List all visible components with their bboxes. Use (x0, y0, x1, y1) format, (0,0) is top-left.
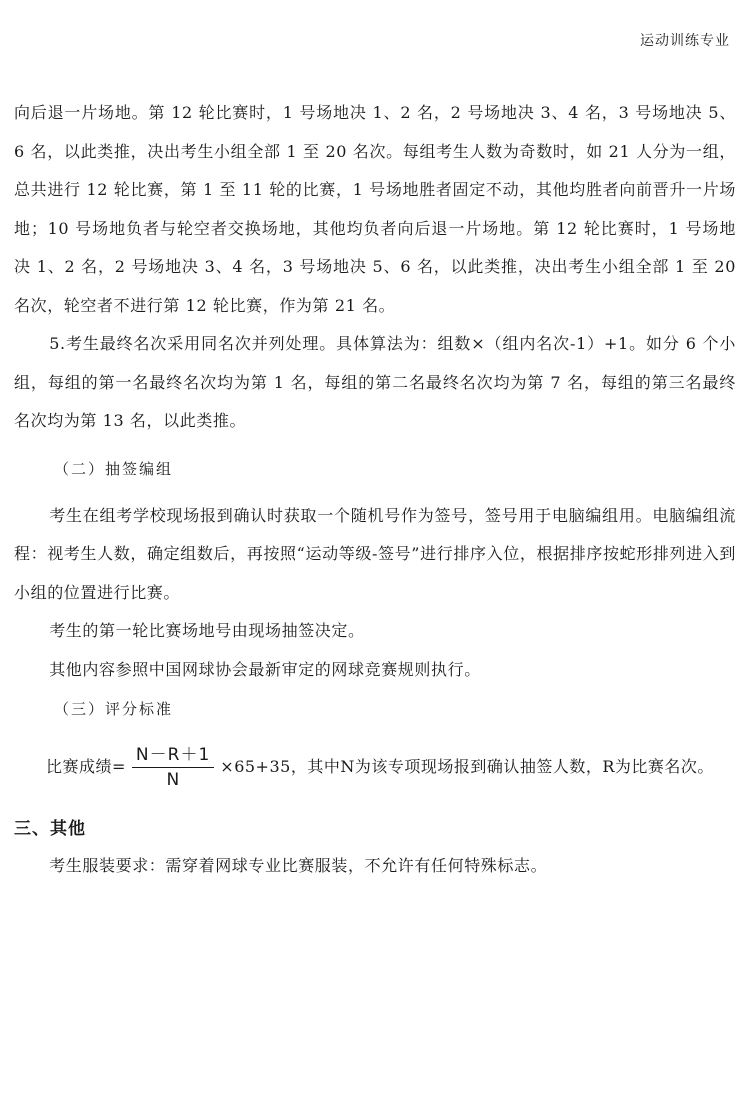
paragraph-draw-process: 考生在组考学校现场报到确认时获取一个随机号作为签号，签号用于电脑编组用。电脑编组流程：视考生人数，确定组数后，再按照“运动等级-签号”进行排序入位，根据排序按蛇形排列进入到小组的位置进行比赛。 (14, 505, 736, 602)
paragraph-competition-rounds: 向后退一片场地。第 12 轮比赛时，1 号场地决 1、2 名，2 号场地决 3、4 名，3 号场地决 5、6 名，以此类推，决出考生小组全部 1 至 20 名次。每组考生人数为奇数时，如 21 人分为一组，总共进行 12 轮比赛，第 1 至 11 轮的比赛，1 号场地胜者固定不动，其他均胜者向前晋升一片场地；10 号场地负者与轮空者交换场地，其他均负者向后退一片场地。第 12 轮比赛时，1 号场地决 1、2 名，2 号场地决 3、4 名，3 号场地决 5、6 名，以此类推，决出考生小组全部 1 至 20 名次，轮空者不进行第 12 轮比赛，作为第 21 名。 (14, 103, 736, 315)
formula-denominator: N (166, 770, 180, 790)
paragraph-attire-requirement: 考生服装要求：需穿着网球专业比赛服装，不允许有任何特殊标志。 (49, 856, 548, 875)
paragraph-first-round-court: 考生的第一轮比赛场地号由现场抽签决定。 (49, 621, 365, 640)
paragraph-final-ranking: 5.考生最终名次采用同名次并列处理。具体算法为：组数×（组内名次-1）+1。如分 6 个小组，每组的第一名最终名次均为第 1 名，每组的第二名最终名次均为第 7 名，每组的第三名最终名次均为第 13 名，以此类推。 (14, 334, 736, 430)
formula-numerator: N－R＋1 (132, 740, 214, 768)
scoring-formula (14, 729, 736, 801)
formula-fraction (132, 740, 214, 790)
page-header: 运动训练专业 (640, 33, 730, 49)
document-body (14, 94, 736, 886)
subheading-draw-grouping: （二）抽签编组 (54, 459, 174, 478)
formula-prefix: 比赛成绩= (46, 756, 126, 776)
formula-suffix: ×65+35，其中N为该专项现场报到确认抽签人数，R为比赛名次。 (220, 756, 714, 776)
section-heading-other: 三、其他 (14, 819, 86, 839)
subheading-scoring-standard: （三）评分标准 (54, 700, 174, 718)
paragraph-other-rules: 其他内容参照中国网球协会最新审定的网球竞赛规则执行。 (49, 659, 481, 679)
